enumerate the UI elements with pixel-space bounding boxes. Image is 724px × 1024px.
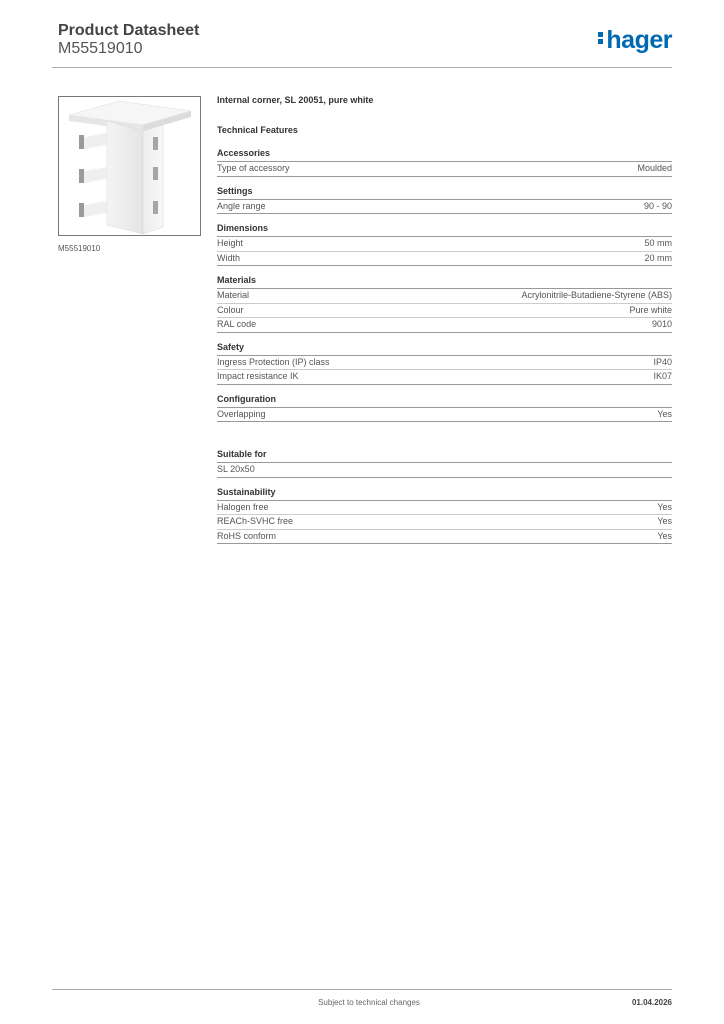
row-value: 20 mm — [644, 252, 672, 263]
row-value: Pure white — [629, 304, 672, 315]
row-label: Material — [217, 290, 250, 300]
table-row — [217, 252, 672, 267]
section-configuration — [217, 394, 672, 423]
row-label: Halogen free — [217, 501, 269, 512]
row-value: Yes — [657, 530, 672, 541]
row-label: Height — [217, 238, 244, 248]
section-settings — [217, 186, 672, 215]
section-accessories — [217, 148, 672, 177]
section-materials — [217, 275, 672, 333]
footer-date: 01.04.2026 — [631, 998, 672, 1007]
table-row — [217, 370, 672, 385]
table-row — [217, 318, 672, 333]
section-title: Configuration — [217, 394, 672, 408]
row-label: Ingress Protection (IP) class — [217, 356, 330, 367]
row-label: REACh-SVHC free — [217, 516, 294, 526]
row-label: Impact resistance IK — [217, 371, 299, 381]
row-value: IK07 — [653, 371, 672, 381]
row-label: Angle range — [217, 200, 266, 211]
row-value: 9010 — [651, 319, 672, 329]
row-label: RoHS conform — [217, 530, 277, 541]
page-title: Product Datasheet — [58, 22, 200, 39]
section-title: Dimensions — [217, 223, 672, 237]
section-title: Safety — [217, 342, 672, 356]
row-label: Type of accessory — [217, 163, 290, 173]
row-value: Yes — [657, 501, 672, 512]
row-label: RAL code — [217, 319, 257, 329]
table-row — [217, 200, 672, 215]
section-safety — [217, 342, 672, 385]
product-title: Internal corner, SL 20051, pure white — [217, 95, 374, 105]
hager-logo — [598, 28, 672, 53]
footer-note: Subject to technical changes — [318, 998, 420, 1007]
internal-corner-product-photo-icon — [59, 97, 200, 235]
section-title: Suitable for — [217, 449, 672, 463]
footer-divider — [52, 989, 672, 990]
row-label: Colour — [217, 304, 244, 315]
table-row — [217, 501, 672, 516]
header-divider — [52, 67, 672, 68]
technical-features-heading: Technical Features — [217, 125, 298, 135]
table-row — [217, 356, 672, 371]
row-value: 50 mm — [644, 238, 672, 248]
section-dimensions — [217, 223, 672, 266]
table-row — [217, 289, 672, 304]
row-value: Acrylonitrile-Butadiene-Styrene (ABS) — [521, 290, 672, 300]
section-title: Sustainability — [217, 487, 672, 501]
section-title: Accessories — [217, 148, 672, 162]
row-value: Moulded — [637, 163, 672, 173]
section-title: Settings — [217, 186, 672, 200]
table-row — [217, 463, 672, 478]
table-row — [217, 162, 672, 177]
row-label: Width — [217, 252, 241, 263]
table-row — [217, 304, 672, 319]
logo-dots-icon — [598, 30, 604, 46]
section-sustainability — [217, 487, 672, 545]
row-label: Overlapping — [217, 408, 266, 419]
row-value: 90 - 90 — [643, 200, 672, 211]
row-value: Yes — [657, 516, 672, 526]
spec-table — [217, 95, 672, 553]
article-number: M55519010 — [58, 40, 143, 57]
table-row — [217, 530, 672, 545]
section-suitable-for — [217, 449, 672, 478]
section-title: Materials — [217, 275, 672, 289]
row-value: Yes — [657, 408, 672, 419]
table-row — [217, 515, 672, 530]
image-caption: M55519010 — [58, 244, 101, 253]
table-row — [217, 408, 672, 423]
row-label: SL 20x50 — [217, 464, 255, 474]
table-row — [217, 237, 672, 252]
row-value: IP40 — [653, 356, 672, 367]
logo-text: hager — [606, 26, 672, 54]
product-image — [58, 96, 201, 236]
